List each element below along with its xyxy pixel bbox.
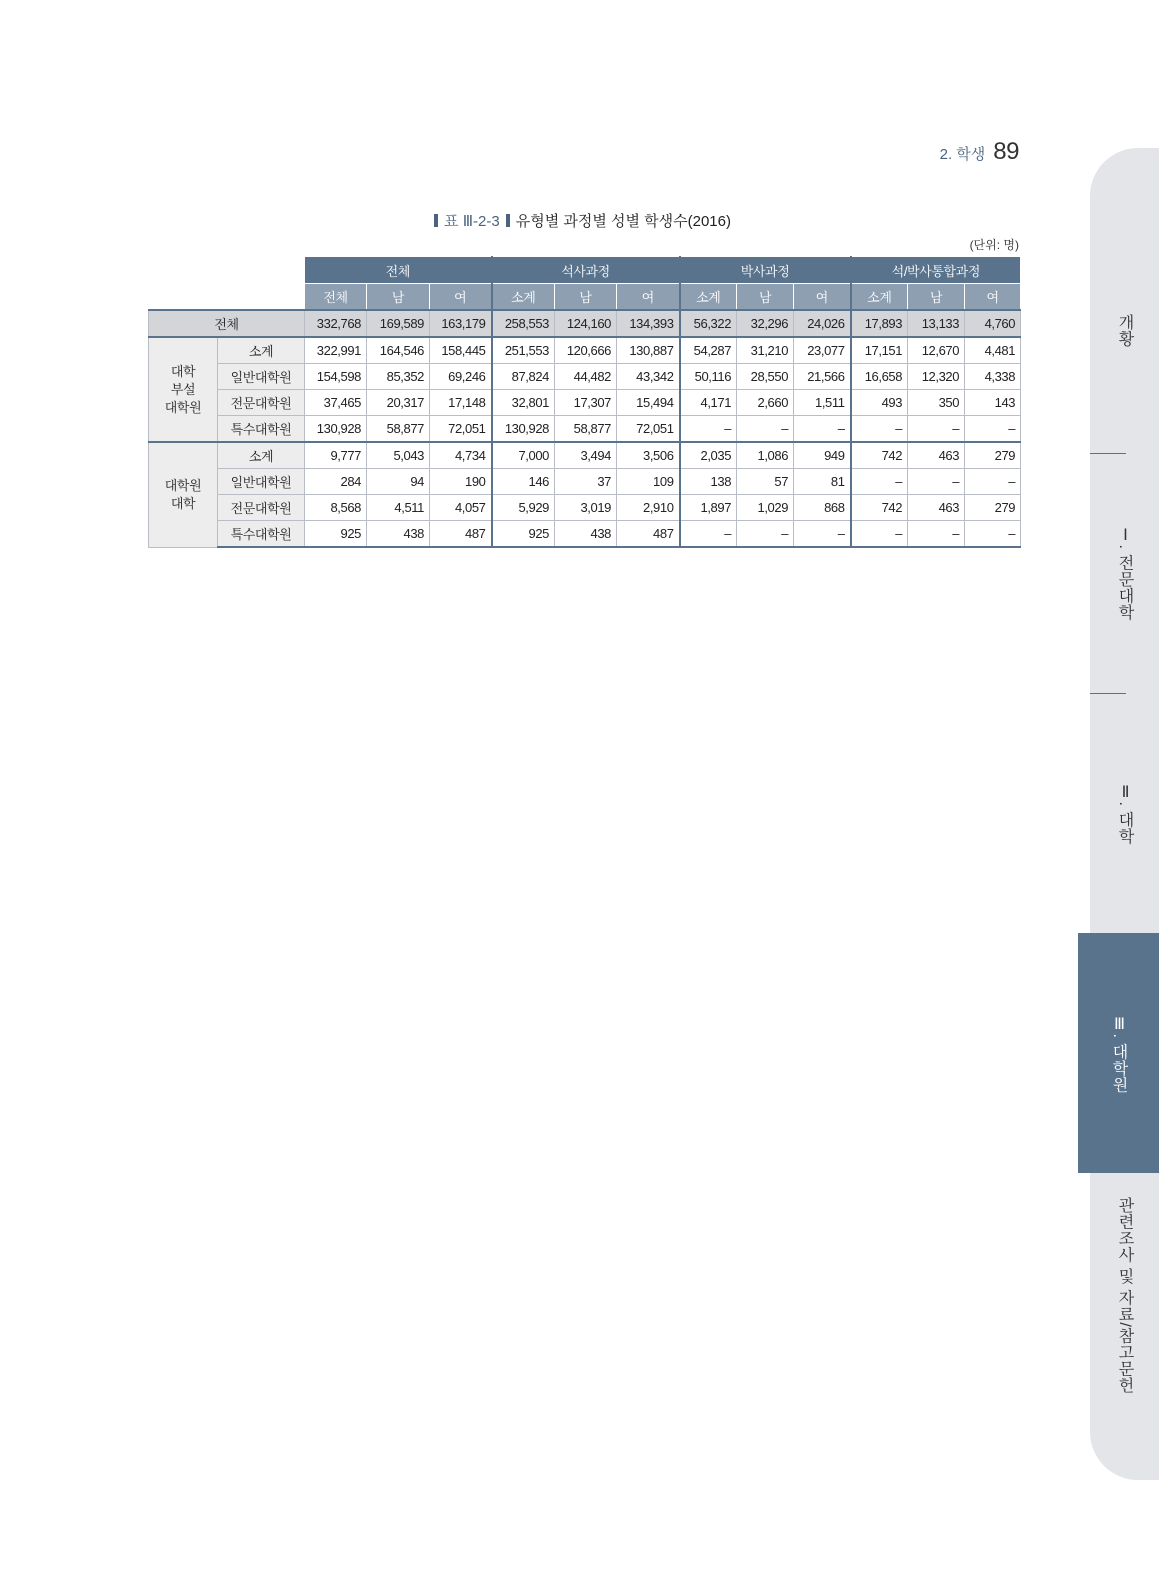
table-cell: 37 [555, 469, 617, 495]
table-cell: – [737, 521, 794, 548]
table-cell: 87,824 [492, 364, 555, 390]
table-row [149, 390, 1021, 416]
table-cell: 50,116 [680, 364, 737, 390]
table-caption [0, 210, 1159, 231]
row-label: 전문대학원 [218, 390, 305, 416]
table-cell: 5,929 [492, 495, 555, 521]
table-cell: 4,511 [367, 495, 430, 521]
table-body [149, 310, 1021, 547]
table-cell: 17,148 [430, 390, 492, 416]
group-header: 전체 [305, 257, 492, 284]
row-label: 일반대학원 [218, 364, 305, 390]
chapter-tab[interactable] [1090, 208, 1159, 453]
chapter-tab-label: 개황 [1116, 314, 1133, 347]
table-cell: 1,511 [794, 390, 851, 416]
table-cell: – [851, 469, 908, 495]
table-cell: 31,210 [737, 337, 794, 364]
table-cell: 493 [851, 390, 908, 416]
category-label: 대학 부설 대학원 [149, 337, 218, 442]
sub-header: 남 [555, 284, 617, 311]
sub-header: 전체 [305, 284, 367, 311]
table-cell: 332,768 [305, 310, 367, 337]
table-cell: 7,000 [492, 442, 555, 469]
header-blank [149, 257, 305, 284]
table-cell: 130,928 [492, 416, 555, 443]
table-cell: 37,465 [305, 390, 367, 416]
table-cell: 12,320 [908, 364, 965, 390]
table-cell: 1,897 [680, 495, 737, 521]
table-cell: 868 [794, 495, 851, 521]
table-cell: 463 [908, 442, 965, 469]
sub-header: 여 [965, 284, 1021, 311]
table-cell: – [965, 469, 1021, 495]
table-cell: 24,026 [794, 310, 851, 337]
caption-bar-left [434, 214, 438, 227]
table-cell: 163,179 [430, 310, 492, 337]
table-cell: 1,029 [737, 495, 794, 521]
table-cell: 85,352 [367, 364, 430, 390]
table-cell: 4,171 [680, 390, 737, 416]
table-cell: 32,296 [737, 310, 794, 337]
table-row [149, 416, 1021, 443]
table-cell: 23,077 [794, 337, 851, 364]
table-cell: 438 [555, 521, 617, 548]
total-row [149, 310, 1021, 337]
caption-number: Ⅲ-2-3 [462, 213, 500, 230]
table-cell: 2,660 [737, 390, 794, 416]
row-label: 전문대학원 [218, 495, 305, 521]
table-cell: 21,566 [794, 364, 851, 390]
table-cell: 69,246 [430, 364, 492, 390]
table-cell: 169,589 [367, 310, 430, 337]
table-cell: 94 [367, 469, 430, 495]
table-cell: – [908, 416, 965, 443]
chapter-tab-label: Ⅱ. 대학 [1116, 781, 1133, 845]
table-cell: 143 [965, 390, 1021, 416]
table-cell: 81 [794, 469, 851, 495]
table-cell: 487 [617, 521, 680, 548]
section-label: 2. 학생 [939, 146, 986, 163]
table-cell: – [908, 469, 965, 495]
table-cell: 949 [794, 442, 851, 469]
table-cell: 16,658 [851, 364, 908, 390]
table-cell: 56,322 [680, 310, 737, 337]
table-cell: 58,877 [555, 416, 617, 443]
table-row [149, 337, 1021, 364]
table-cell: 925 [305, 521, 367, 548]
table-cell: 130,928 [305, 416, 367, 443]
table-cell: 158,445 [430, 337, 492, 364]
table-cell: 120,666 [555, 337, 617, 364]
table-cell: 3,019 [555, 495, 617, 521]
caption-title: 유형별 과정별 성별 학생수(2016) [515, 213, 731, 230]
table-cell: 17,893 [851, 310, 908, 337]
table-cell: 43,342 [617, 364, 680, 390]
table-cell: – [680, 416, 737, 443]
row-label: 전체 [149, 310, 305, 337]
table-cell: 1,086 [737, 442, 794, 469]
table-cell: 15,494 [617, 390, 680, 416]
page-number: 89 [993, 138, 1019, 165]
chapter-tab[interactable] [1090, 693, 1159, 933]
chapter-tabs [1090, 148, 1159, 1480]
table-cell: 58,877 [367, 416, 430, 443]
table-row [149, 521, 1021, 548]
table-cell: 32,801 [492, 390, 555, 416]
sub-header: 여 [617, 284, 680, 311]
table-cell: 279 [965, 495, 1021, 521]
table-cell: 2,910 [617, 495, 680, 521]
chapter-tab-label: 관련조사 및 자료/참고문헌 [1116, 1197, 1133, 1394]
table-cell: – [965, 521, 1021, 548]
table-cell: 438 [367, 521, 430, 548]
table-cell: 20,317 [367, 390, 430, 416]
category-label: 대학원 대학 [149, 442, 218, 547]
sub-header: 남 [367, 284, 430, 311]
table-cell: 4,057 [430, 495, 492, 521]
table-cell: – [965, 416, 1021, 443]
table-cell: 13,133 [908, 310, 965, 337]
table-cell: 57 [737, 469, 794, 495]
table-cell: 742 [851, 442, 908, 469]
table-cell: 4,760 [965, 310, 1021, 337]
table-cell: 4,734 [430, 442, 492, 469]
group-header-row [149, 257, 1021, 284]
table-cell: – [851, 416, 908, 443]
sub-header: 여 [794, 284, 851, 311]
table-cell: 251,553 [492, 337, 555, 364]
sub-header: 소계 [492, 284, 555, 311]
table-cell: 487 [430, 521, 492, 548]
table-cell: 12,670 [908, 337, 965, 364]
table-cell: 742 [851, 495, 908, 521]
table-cell: 28,550 [737, 364, 794, 390]
table-cell: 138 [680, 469, 737, 495]
table-cell: 258,553 [492, 310, 555, 337]
chapter-tab[interactable] [1078, 933, 1159, 1173]
caption-label: 표 [444, 213, 459, 230]
table-cell: – [908, 521, 965, 548]
table-cell: – [851, 521, 908, 548]
tab-divider [1090, 693, 1126, 694]
table-cell: 72,051 [430, 416, 492, 443]
header-blank [149, 284, 305, 311]
table-cell: 146 [492, 469, 555, 495]
table-cell: 17,307 [555, 390, 617, 416]
sub-header: 소계 [851, 284, 908, 311]
table-cell: 17,151 [851, 337, 908, 364]
table-cell: 2,035 [680, 442, 737, 469]
chapter-tab-label: Ⅰ. 전문대학 [1116, 525, 1133, 621]
sub-header: 남 [908, 284, 965, 311]
table-cell: 9,777 [305, 442, 367, 469]
table-cell: 279 [965, 442, 1021, 469]
sub-header: 소계 [680, 284, 737, 311]
page-header [940, 138, 1019, 166]
table-cell: 463 [908, 495, 965, 521]
tab-divider [1090, 453, 1126, 454]
table-cell: – [680, 521, 737, 548]
sub-header-row [149, 284, 1021, 311]
table-cell: – [737, 416, 794, 443]
table-cell: 44,482 [555, 364, 617, 390]
table-cell: 5,043 [367, 442, 430, 469]
chapter-tab[interactable] [1090, 1173, 1159, 1418]
table-cell: 322,991 [305, 337, 367, 364]
table-cell: 4,338 [965, 364, 1021, 390]
sub-header: 여 [430, 284, 492, 311]
table-cell: 154,598 [305, 364, 367, 390]
table-cell: 54,287 [680, 337, 737, 364]
row-label: 소계 [218, 337, 305, 364]
table-cell: 72,051 [617, 416, 680, 443]
chapter-tab[interactable] [1090, 453, 1159, 693]
student-stats-table [148, 256, 1021, 548]
group-header: 석사과정 [492, 257, 680, 284]
table-cell: 124,160 [555, 310, 617, 337]
table-cell: 284 [305, 469, 367, 495]
table-cell: 925 [492, 521, 555, 548]
table-cell: 8,568 [305, 495, 367, 521]
table-row [149, 364, 1021, 390]
table-cell: – [794, 521, 851, 548]
row-label: 특수대학원 [218, 521, 305, 548]
table-row [149, 442, 1021, 469]
table-cell: 3,494 [555, 442, 617, 469]
unit-label: (단위: 명) [969, 238, 1019, 252]
row-label: 특수대학원 [218, 416, 305, 443]
chapter-tab-label: Ⅲ. 대학원 [1110, 1013, 1127, 1093]
sub-header: 남 [737, 284, 794, 311]
caption-bar-right [506, 214, 510, 227]
group-header: 석/박사통합과정 [851, 257, 1021, 284]
group-header: 박사과정 [680, 257, 851, 284]
table-cell: 130,887 [617, 337, 680, 364]
table-cell: – [794, 416, 851, 443]
table-cell: 109 [617, 469, 680, 495]
table-cell: 350 [908, 390, 965, 416]
row-label: 일반대학원 [218, 469, 305, 495]
table-cell: 164,546 [367, 337, 430, 364]
row-label: 소계 [218, 442, 305, 469]
table-row [149, 495, 1021, 521]
table-cell: 134,393 [617, 310, 680, 337]
table-cell: 3,506 [617, 442, 680, 469]
table-cell: 4,481 [965, 337, 1021, 364]
table-cell: 190 [430, 469, 492, 495]
table-row [149, 469, 1021, 495]
